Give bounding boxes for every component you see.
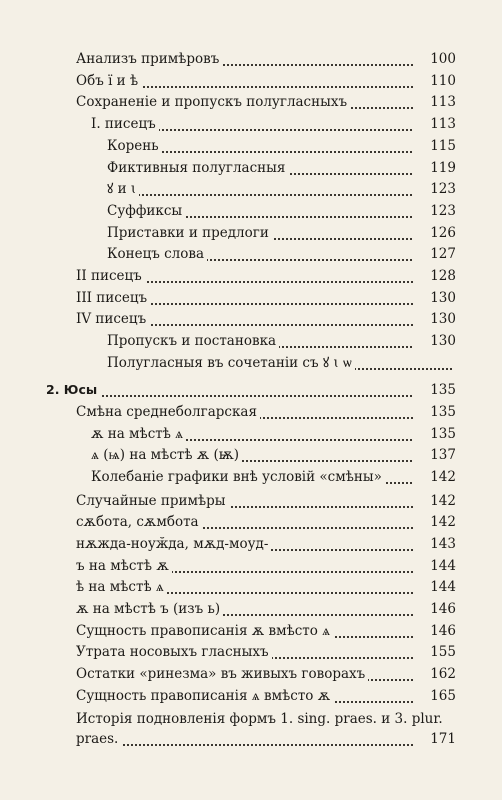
toc-entry-label: Суффиксы bbox=[107, 200, 185, 222]
toc-entry-page: 144 bbox=[413, 555, 456, 577]
toc-entry-label: ѫ на мѣстѣ ъ (изъ ь) bbox=[76, 598, 223, 620]
toc-entry-page: 128 bbox=[413, 265, 456, 287]
toc-entry-page: 143 bbox=[413, 533, 456, 555]
toc-entry-page: 100 bbox=[413, 48, 456, 70]
toc-entry-page: 115 bbox=[413, 135, 456, 157]
toc-entry-label: IV писецъ bbox=[76, 308, 149, 330]
toc-entry-label: Приставки и предлоги bbox=[107, 222, 272, 244]
toc-entry-label: Фиктивныя полугласныя bbox=[107, 157, 288, 179]
toc-entry-page: 113 bbox=[413, 91, 456, 113]
toc-entry-label: Исторія подновленія формъ 1. sing. praes. и 3. plur. bbox=[76, 711, 443, 727]
toc-entry-label: Объ ї и ѣ bbox=[76, 70, 141, 92]
toc-entry-label: Колебаніе графики внѣ условій «смѣны» bbox=[91, 466, 385, 488]
toc-entry-label: III писецъ bbox=[76, 287, 150, 309]
dot-leader bbox=[76, 722, 452, 746]
toc-entry-page: 126 bbox=[413, 222, 456, 244]
toc-entry-page: 130 bbox=[413, 330, 456, 352]
toc-entry-page: 142 bbox=[413, 490, 456, 512]
toc-entry-label: ꙋ и ꙇ bbox=[107, 178, 139, 200]
toc-entry-label: Конецъ слова bbox=[107, 243, 207, 265]
toc-entry-page: 144 bbox=[413, 576, 456, 598]
toc-entry-page: 130 bbox=[413, 308, 456, 330]
toc-entry-page: 135 bbox=[413, 423, 456, 445]
toc-entry-label: Смѣна среднеболгарская bbox=[76, 401, 260, 423]
toc-entry-page: 113 bbox=[413, 113, 456, 135]
toc-entry-page: 123 bbox=[413, 178, 456, 200]
toc-entry-label: Полугласныя въ сочетаніи съ ꙋ ꙇ ѡ bbox=[107, 352, 355, 374]
toc-entry-page: 130 bbox=[413, 287, 456, 309]
dot-leader bbox=[107, 172, 452, 196]
toc-entry-label: Утрата носовыхъ гласныхъ bbox=[76, 641, 272, 663]
toc-entry-page: 146 bbox=[413, 620, 456, 642]
toc-entry-page: 142 bbox=[413, 511, 456, 533]
toc-entry-page: 142 bbox=[413, 466, 456, 488]
toc-entry-label: Пропускъ и постановка bbox=[107, 330, 279, 352]
toc-entry-label: I. писецъ bbox=[91, 113, 159, 135]
toc-entry-page: 127 bbox=[413, 243, 456, 265]
toc-entry-label: Случайные примѣры bbox=[76, 490, 229, 512]
toc-entry-label: Сохраненіе и пропускъ полугласныхъ bbox=[76, 91, 350, 113]
toc-entry-label: Корень bbox=[107, 135, 162, 157]
toc-entry bbox=[0, 685, 502, 707]
toc-entry bbox=[0, 352, 502, 374]
toc-entry-label: ъ на мѣстѣ ѫ bbox=[76, 555, 172, 577]
toc-entry-page: 135 bbox=[413, 401, 456, 423]
toc-entry-label: ѧ (ѩ) на мѣстѣ ѫ (ѭ) bbox=[91, 444, 242, 466]
toc-entry-label: praes. bbox=[76, 728, 121, 750]
toc-entry-label: Анализъ примѣровъ bbox=[76, 48, 222, 70]
toc-entry-label: 2. Юсы bbox=[46, 379, 100, 401]
toc-entry-label: Остатки «ринезма» въ живыхъ говорахъ bbox=[76, 663, 368, 685]
toc-entry-page: 119 bbox=[413, 157, 456, 179]
toc-entry-page: 110 bbox=[413, 70, 456, 92]
toc-entry bbox=[0, 728, 502, 750]
toc-entry-page: 123 bbox=[413, 200, 456, 222]
toc-entry-label: ѫ на мѣстѣ ѧ bbox=[91, 423, 186, 445]
toc-entry-page: 137 bbox=[413, 444, 456, 466]
toc-entry-page: 155 bbox=[413, 641, 456, 663]
toc-entry-page: 171 bbox=[413, 728, 456, 750]
toc-entry-label: нѫжда-ноуӂда, мѫд-моуд- bbox=[76, 533, 271, 555]
toc-entry-page: 162 bbox=[413, 663, 456, 685]
toc-entry-page: 165 bbox=[413, 685, 456, 707]
dot-leader bbox=[46, 373, 452, 397]
toc-entry-label: Сущность правописанія ѫ вмѣсто ѧ bbox=[76, 620, 333, 642]
toc-entry-label: II писецъ bbox=[76, 265, 145, 287]
toc-entry-label: Сущность правописанія ѧ вмѣсто ѫ bbox=[76, 685, 333, 707]
toc-entry-label: сѫбота, сѫмбота bbox=[76, 511, 202, 533]
toc-entry-page: 146 bbox=[413, 598, 456, 620]
toc-entry-page: 135 bbox=[413, 379, 456, 401]
toc-entry-label: ѣ на мѣстѣ ѧ bbox=[76, 576, 167, 598]
